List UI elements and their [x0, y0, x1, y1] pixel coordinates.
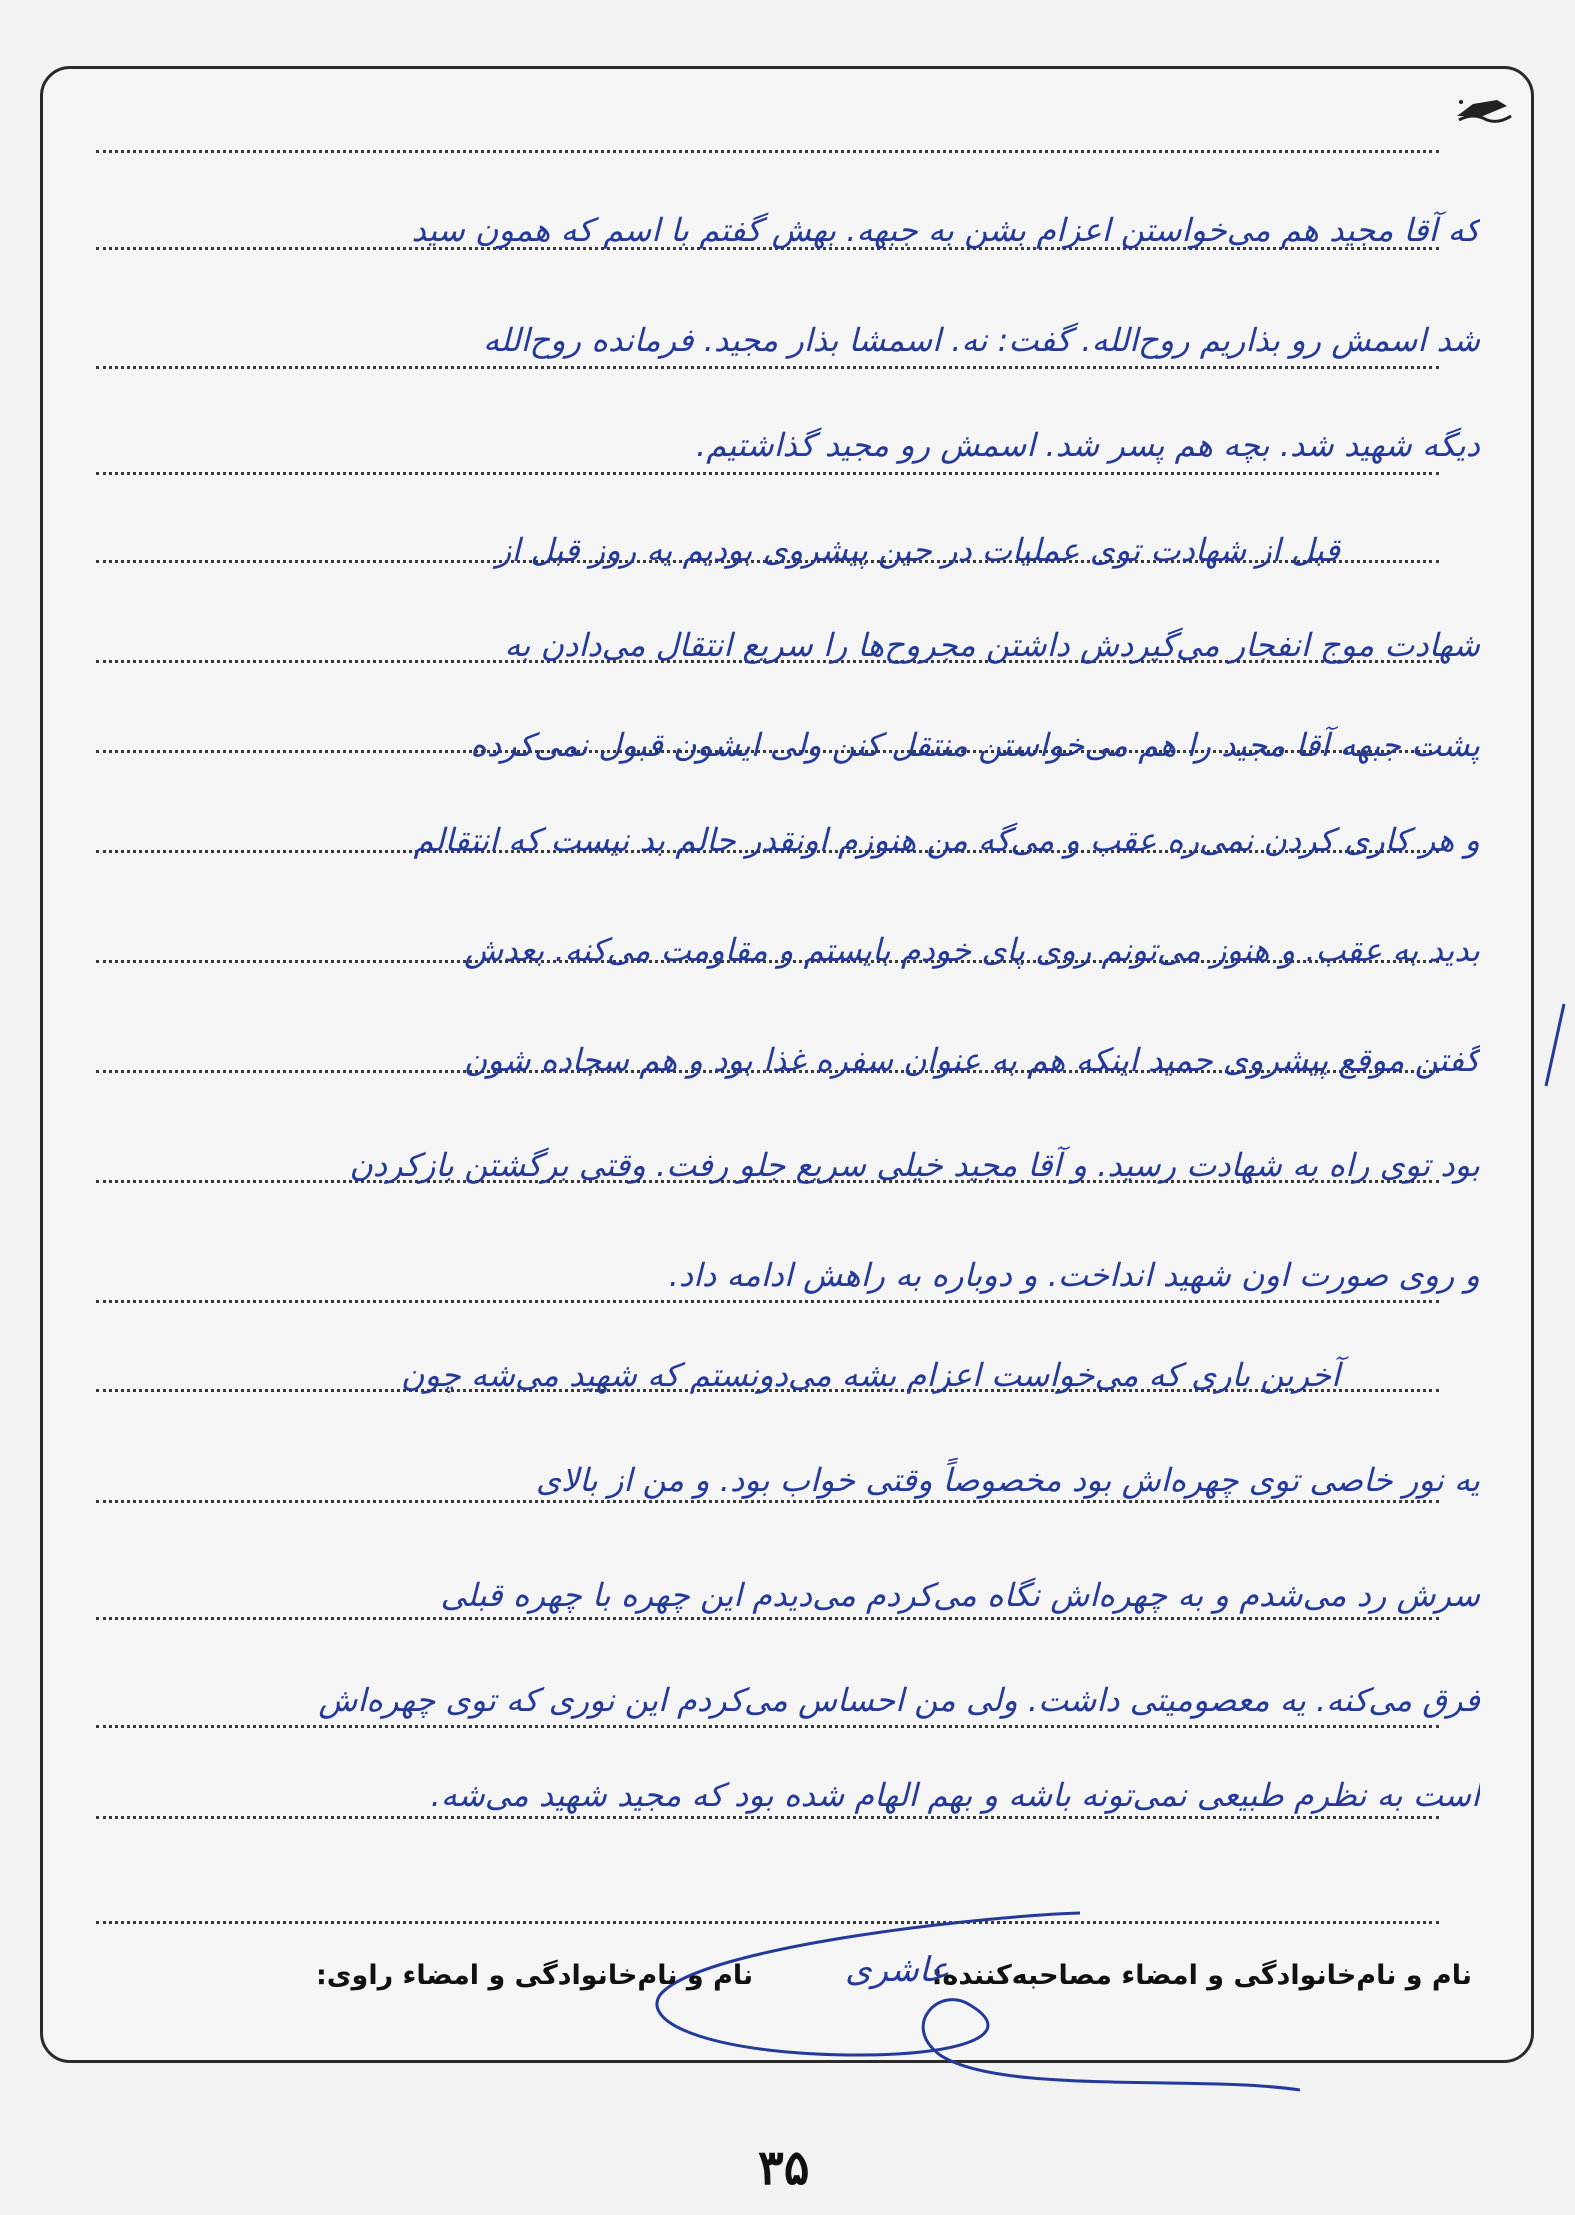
handwritten-line: بود توی راه به شهادت رسید. و آقا مجید خیلی سریع جلو رفت. وقتی برگشتن بازکردن — [349, 1146, 1480, 1184]
interviewer-signature-label: نام و نام‌خانوادگی و امضاء مصاحبه‌کننده: — [931, 1960, 1472, 1991]
handwritten-line: پشت جبهه آقا مجید را هم می‌خواستن منتقل کنن ولی ایشون قبول نمی‌کرده — [470, 726, 1480, 764]
interviewer-signature: عاشری — [845, 1950, 950, 1990]
handwritten-line: آخرین باری که می‌خواست اعزام بشه می‌دونستم که شهید می‌شه چون — [401, 1356, 1340, 1394]
handwritten-line: و هر کاری کردن نمی‌ره عقب و می‌گه من هنوزم اونقدر حالم بد نیست که انتقالم — [413, 821, 1480, 859]
handwritten-line: دیگه شهید شد. بچه هم پسر شد. اسمش رو مجید گذاشتیم. — [696, 426, 1480, 464]
handwritten-line: سرش رد می‌شدم و به چهره‌اش نگاه می‌کردم می‌دیدم این چهره با چهره قبلی — [440, 1576, 1480, 1614]
handwritten-line: بدید به عقب. و هنوز می‌تونم روی پای خودم بایستم و مقاومت می‌کنه. بعدش — [464, 931, 1480, 969]
handwritten-line: یه نور خاصی توی چهره‌اش بود مخصوصاً وقتی خواب بود. و من از بالای — [535, 1461, 1480, 1499]
handwritten-line: شهادت موج انفجار می‌گیردش داشتن مجروح‌ها را سریع انتقال می‌دادن به — [504, 626, 1480, 664]
handwritten-line: و روی صورت اون شهید انداخت. و دوباره به راهش ادامه داد. — [668, 1256, 1480, 1294]
margin-mark — [1540, 1000, 1568, 1090]
signature-footer — [96, 1960, 1486, 2010]
page-number: ۳۵ — [758, 2140, 810, 2196]
handwritten-text — [40, 0, 1480, 2215]
handwritten-line: است به نظرم طبیعی نمی‌تونه باشه و بهم الهام شده بود که مجید شهید می‌شه. — [430, 1776, 1480, 1814]
narrator-signature-label: نام و نام‌خانوادگی و امضاء راوی: — [316, 1960, 754, 1991]
handwritten-line: که آقا مجید هم می‌خواستن اعزام بشن به جبهه. بهش گفتم با اسم که همون سید — [411, 211, 1480, 249]
handwritten-line: گفتن موقع پیشروی حمید اینکه هم به عنوان سفره غذا بود و هم سجاده شون — [463, 1041, 1480, 1079]
handwritten-line: فرق می‌کنه. یه معصومیتی داشت. ولی من احساس می‌کردم این نوری که توی چهره‌اش — [318, 1681, 1480, 1719]
handwritten-line: قبل از شهادت توی عملیات در حین پیشروی بودیم یه روز قبل از — [495, 531, 1340, 569]
handwritten-line: شد اسمش رو بذاریم روح‌الله. گفت: نه. اسمشا بذار مجید. فرمانده روح‌الله — [483, 321, 1480, 359]
